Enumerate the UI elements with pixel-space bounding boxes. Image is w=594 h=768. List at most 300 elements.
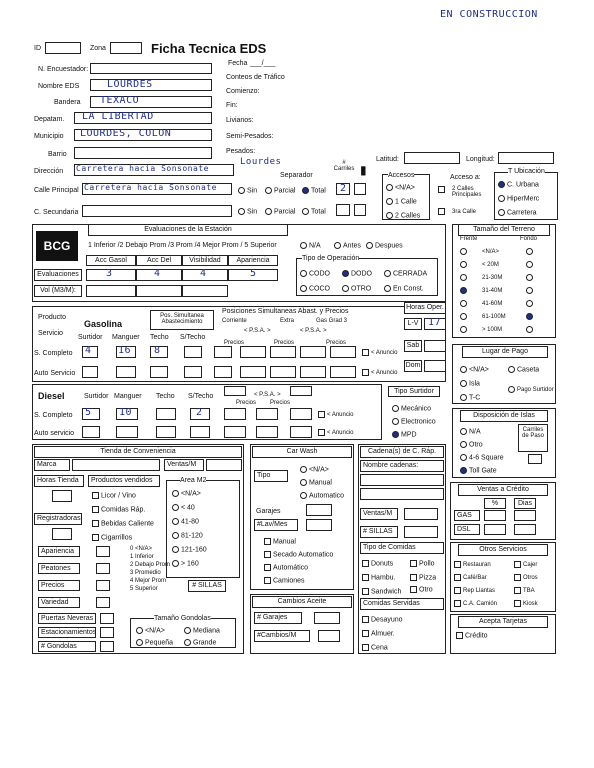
sep-sin-1[interactable]: Sin: [238, 187, 257, 194]
disposicion-0[interactable]: N/A: [460, 428, 481, 435]
fondo-radio-5[interactable]: [526, 313, 535, 320]
acepta-tarjetas-label: Acepta Tarjetas: [458, 616, 548, 628]
evaluaciones-title: Evaluaciones de la Estación: [88, 224, 288, 236]
dsl-pct-field[interactable]: [484, 524, 506, 535]
gas-sc-anuncio[interactable]: < Anuncio: [362, 349, 398, 356]
carwash-opt-1[interactable]: Manual: [300, 479, 332, 486]
diesel-techo-label: Techo: [156, 393, 175, 400]
comidas-servidas-label: Comidas Servidas: [360, 598, 444, 610]
ubicacion-opt-2[interactable]: Carretera: [498, 209, 537, 216]
eval-value-1: 4: [154, 268, 161, 279]
carriles-label: # Carriles: [333, 160, 355, 172]
gas-stecho-label: S/Techo: [180, 334, 206, 341]
diesel-autoserv-label: Auto servicio: [34, 430, 75, 437]
gas-sc-field-3[interactable]: [184, 346, 202, 358]
carwash-chk-0[interactable]: Manual: [264, 538, 296, 545]
comidas-opt-0[interactable]: Donuts: [362, 560, 393, 567]
traffic-light-icon: ▮: [360, 163, 367, 177]
gas-as-field-2[interactable]: [150, 366, 168, 378]
gas-sc-value-2: 8: [154, 345, 161, 356]
scale-0: 0 <N/A>: [130, 546, 153, 552]
servicio-opt-2[interactable]: Café/Bar: [454, 574, 487, 581]
eval-na[interactable]: N/A: [300, 242, 321, 249]
diesel-top-field-1[interactable]: [224, 386, 246, 396]
tipo-op-5[interactable]: En Const.: [384, 285, 424, 292]
registradoras-label: Registradoras: [34, 513, 82, 525]
sillas2-label: # SILLAS: [360, 526, 398, 538]
nombre-cadenas-label: Nombre cadenas:: [360, 460, 444, 472]
gas-techo-label: Techo: [150, 334, 169, 341]
apariencia-label: Apariencia: [38, 546, 80, 557]
diesel-psa: < P.S.A. >: [254, 392, 281, 398]
secundaria-field[interactable]: [82, 205, 232, 217]
diesel-as-field-5[interactable]: [256, 426, 278, 438]
eval-value-0: 3: [106, 268, 113, 279]
barrio-label: Barrio: [48, 151, 67, 158]
carriles-paso-field[interactable]: [528, 454, 542, 464]
diesel-as-field-6[interactable]: [290, 426, 312, 438]
comienzo-label: Comienzo:: [226, 88, 260, 95]
dom-label: Dom: [404, 360, 422, 372]
servicio-opt-3[interactable]: Otros: [514, 574, 538, 581]
tipo-op-label: Tipo de Operación: [302, 255, 360, 262]
municipio-value: LOURDES, COLON: [80, 128, 172, 139]
gas-as-field-0[interactable]: [82, 366, 98, 378]
producto-opt-0[interactable]: Licor / Vino: [92, 492, 136, 499]
dsl-credit-label: DSL: [454, 524, 480, 535]
marca-label: Marca: [34, 459, 70, 471]
puertas-label: Puertas Neveras: [38, 613, 96, 624]
terreno-label: Tamaño del Terreno: [458, 224, 550, 236]
precios-tienda-field[interactable]: [96, 580, 110, 591]
frente-radio-1[interactable]: [460, 261, 469, 268]
ventas-m2-label: Ventas/M: [360, 508, 398, 520]
fondo-radio-2[interactable]: [526, 274, 535, 281]
semipesados-label: Semi-Pesados:: [226, 133, 274, 140]
eval-header-2: Visibilidad: [182, 255, 228, 266]
gondola-opt-1[interactable]: Mediana: [184, 627, 220, 634]
peatones-label: Peatones: [38, 563, 80, 574]
bandera-label: Bandera: [54, 99, 81, 106]
diesel-as-anuncio[interactable]: < Anuncio: [318, 429, 354, 436]
carwash-chk-1[interactable]: Secado Automatico: [264, 551, 333, 558]
precios-label-2: Precios: [274, 340, 295, 346]
diesel-sc-value-0: 5: [85, 407, 92, 418]
puertas-field[interactable]: [100, 613, 114, 624]
frente-radio-5[interactable]: [460, 313, 469, 320]
sep-parcial-2[interactable]: Parcial: [265, 208, 295, 215]
pos-abast-label: Posiciones Simultaneas Abast. y Precios: [222, 308, 349, 315]
gas-sc-field-5[interactable]: [240, 346, 266, 358]
comidas-opt-2[interactable]: Hambu.: [362, 574, 396, 581]
tipo-op-4[interactable]: OTRO: [342, 285, 371, 292]
tipo-surtidor-2[interactable]: MPD: [392, 431, 417, 438]
gasgrad3-label: Gas Grad 3: [316, 318, 348, 324]
carriles-paso-label: Carriles de Paso: [518, 424, 548, 452]
horas-tienda-label: Horas Tienda: [34, 475, 84, 487]
gondolas-label: # Gondolas: [38, 641, 96, 652]
diesel-precios-1: Precios: [236, 400, 257, 406]
lugar-pago-4[interactable]: T-C: [460, 394, 480, 401]
eval-despues[interactable]: Despues: [366, 242, 403, 249]
acceso-a-opt-0-label: 2 Calles Principales: [452, 186, 482, 198]
diesel-as-field-3[interactable]: [190, 426, 210, 438]
accesos-opt-2[interactable]: 2 Calles: [386, 212, 420, 219]
fondo-radio-3[interactable]: [526, 287, 535, 294]
frente-radio-3[interactable]: [460, 287, 469, 294]
separador-label: Separador: [280, 172, 313, 179]
frente-radio-4[interactable]: [460, 300, 469, 307]
area-opt-5[interactable]: > 160: [172, 560, 199, 567]
variedad-field[interactable]: [96, 597, 110, 608]
carwash-opt-2[interactable]: Automatico: [300, 492, 344, 499]
nombre-label: Nombre EDS: [38, 83, 80, 90]
diesel-top-field-2[interactable]: [290, 386, 312, 396]
ventas-m2-field[interactable]: [404, 508, 438, 520]
fondo-label: Fondo: [520, 236, 538, 242]
producto-label: Producto: [38, 314, 67, 321]
dsl-dias-field[interactable]: [514, 524, 536, 535]
productos-label: Productos vendidos: [88, 475, 160, 487]
carriles-value: 2: [340, 183, 347, 194]
terreno-opt-label-0: <N/A>: [482, 249, 500, 255]
ventas-credito-label: Ventas a Crédito: [458, 484, 548, 496]
servicio-opt-7[interactable]: Kiosk: [514, 600, 538, 607]
terreno-opt-label-3: 31-40M: [482, 288, 503, 294]
acceso-a-label: Acceso a:: [450, 174, 481, 181]
frente-label: Frente: [460, 236, 478, 242]
depto-value: LA LIBERTAD: [82, 111, 154, 122]
estacionamientos-field[interactable]: [100, 627, 114, 638]
gas-as-anuncio[interactable]: < Anuncio: [362, 369, 398, 376]
gas-sc-field-8[interactable]: [330, 346, 356, 358]
servicio-opt-0[interactable]: Restauran: [454, 561, 491, 568]
construction-note: EN CONSTRUCCION: [440, 9, 538, 20]
encuestador-label: N. Encuestador:: [38, 66, 89, 73]
latitud-label: Latitud:: [376, 156, 399, 163]
gas-pct-field[interactable]: [484, 510, 506, 521]
id-field[interactable]: [45, 42, 81, 54]
acceso-a-opt-0[interactable]: [438, 186, 447, 193]
fin-label: Fin:: [226, 102, 238, 109]
ubicacion-opt-1[interactable]: HiperMerc: [498, 195, 539, 202]
gas-autoserv-label: Auto Servicio: [34, 370, 76, 377]
fondo-radio-4[interactable]: [526, 300, 535, 307]
diesel-precios-2: Precios: [270, 400, 291, 406]
gas-sc-value-0: 4: [85, 345, 92, 356]
comidas-opt-3[interactable]: Pizza: [410, 574, 436, 581]
scale-1: 1 Inferior: [130, 554, 154, 560]
lugar-pago-1[interactable]: Caseta: [508, 366, 539, 373]
tienda-label: Tienda de Conveniencia: [34, 446, 242, 458]
tipo-op-3[interactable]: COCO: [300, 285, 330, 292]
area-opt-3[interactable]: 81-120: [172, 532, 203, 539]
servicio-label: Servicio: [38, 330, 63, 337]
diesel-sc-value-3: 2: [196, 407, 203, 418]
lv-label: L-V: [404, 318, 422, 330]
diesel-sc-value-1: 10: [119, 407, 133, 418]
id-label: ID: [34, 45, 41, 52]
accesos-opt-1[interactable]: 1 Calle: [386, 198, 417, 205]
diesel-sc-field-2[interactable]: [156, 408, 176, 420]
pct-label: %: [484, 498, 506, 509]
gondolas-field[interactable]: [100, 641, 114, 652]
gas-as-field-3[interactable]: [184, 366, 202, 378]
gasolina-label: Gasolina: [84, 319, 123, 329]
disposicion-1[interactable]: Otro: [460, 441, 483, 448]
page-title: Ficha Tecnica EDS: [151, 41, 267, 56]
garajes2-label: # Garajes: [254, 612, 302, 624]
vol-label: Vol (M3/M):: [34, 285, 82, 297]
cadena-field-1[interactable]: [360, 474, 444, 486]
pos-sim-label: Pos. Simultanea Abastecimiento: [150, 310, 214, 330]
comidas-opt-5[interactable]: Otro: [410, 586, 433, 593]
direccion-value: Carretera hacia Sonsonate: [76, 164, 209, 173]
eval-value-2: 4: [200, 268, 207, 279]
diesel-as-field-1[interactable]: [116, 426, 138, 438]
diesel-as-field-2[interactable]: [156, 426, 176, 438]
eval-antes[interactable]: Antes: [334, 242, 361, 249]
cadena-field-2[interactable]: [360, 488, 444, 500]
precios-tienda-label: Precios: [38, 580, 80, 591]
diesel-scompleto-label: S. Completo: [34, 412, 73, 419]
direccion-extra: Lourdes: [240, 157, 282, 167]
calle-value: Carretera hacia Sonsonate: [84, 183, 217, 192]
carwash-opt-0[interactable]: <N/A>: [300, 466, 329, 473]
servidas-opt-2[interactable]: Cena: [362, 644, 388, 651]
carriles-extra-1[interactable]: [354, 183, 366, 195]
area-opt-1[interactable]: < 40: [172, 504, 195, 511]
tipo-comidas-label: Tipo de Comidas: [360, 542, 444, 554]
servicio-opt-4[interactable]: Rep Llantas: [454, 587, 495, 594]
horas-label: Horas Oper.: [404, 302, 446, 314]
diesel-sc-field-4[interactable]: [224, 408, 246, 420]
tipo-label: Tipo: [254, 470, 288, 482]
gas-scompleto-label: S. Completo: [34, 350, 73, 357]
scale-4: 4 Mejor Prom: [130, 578, 167, 584]
carriles-extra-2[interactable]: [354, 204, 366, 216]
lugar-pago-2[interactable]: Isla: [460, 380, 480, 387]
calle-label: Calle Principal: [34, 187, 79, 194]
gas-sc-field-4[interactable]: [214, 346, 232, 358]
eval-header-1: Acc Del: [136, 255, 182, 266]
diesel-surtidor-label: Surtidor: [84, 393, 109, 400]
sillas2-field[interactable]: [404, 526, 438, 538]
fecha-field[interactable]: ___/___: [250, 60, 276, 67]
gas-as-field-5[interactable]: [240, 366, 266, 378]
tipo-surtidor-1[interactable]: Electronico: [392, 418, 436, 425]
disposicion-label: Disposición de Islas: [460, 410, 548, 422]
servidas-opt-0[interactable]: Desayuno: [362, 616, 403, 623]
diesel-manguer-label: Manguer: [114, 393, 142, 400]
tamano-gondolas-label: Tamaño Gondolas: [154, 615, 211, 622]
fondo-radio-0[interactable]: [526, 248, 535, 255]
terreno-opt-label-1: < 20M: [482, 262, 499, 268]
servicio-opt-1[interactable]: Cajer: [514, 561, 537, 568]
sab-label: Sab: [404, 340, 422, 352]
vol-field-1[interactable]: [136, 285, 182, 297]
gas-credit-label: GAS: [454, 510, 480, 521]
secundaria-label: C. Secundaria: [34, 209, 79, 216]
longitud-field[interactable]: [498, 152, 554, 164]
livianos-label: Livianos:: [226, 117, 254, 124]
estacionamientos-label: Estacionamientos: [38, 627, 96, 638]
otros-servicios-label: Otros Servicios: [458, 544, 548, 556]
terreno-opt-label-6: > 100M: [482, 327, 503, 333]
gondola-opt-3[interactable]: Grande: [184, 639, 216, 646]
diesel-as-field-0[interactable]: [82, 426, 100, 438]
gas-as-field-7[interactable]: [300, 366, 326, 378]
lugar-pago-label: Lugar de Pago: [462, 346, 548, 358]
frente-radio-0[interactable]: [460, 248, 469, 255]
gondola-opt-2[interactable]: Pequeña: [136, 639, 173, 646]
area-opt-2[interactable]: 41-80: [172, 518, 199, 525]
latitud-field[interactable]: [404, 152, 460, 164]
horas-tienda-field[interactable]: [52, 490, 72, 502]
area-opt-0[interactable]: <N/A>: [172, 490, 201, 497]
apariencia-field[interactable]: [96, 546, 110, 557]
servicio-opt-5[interactable]: TBA: [514, 587, 535, 594]
producto-opt-1[interactable]: Comidas Ráp.: [92, 506, 145, 513]
acceso-a-opt-1-label: 3ra Calle: [452, 209, 477, 215]
garajes-label: Garajes: [256, 508, 281, 515]
eval-row-label: Evaluaciones: [34, 269, 82, 281]
sillas-label: # SILLAS: [188, 580, 226, 592]
longitud-label: Longitud:: [466, 156, 495, 163]
diesel-sc-field-5[interactable]: [256, 408, 278, 420]
zona-field[interactable]: [110, 42, 142, 54]
disposicion-3[interactable]: Toll Gate: [460, 467, 497, 474]
credito-check[interactable]: Crédito: [456, 632, 488, 639]
gas-as-field-8[interactable]: [330, 366, 356, 378]
sep-total-1[interactable]: Total: [302, 187, 326, 194]
eval-scale: 1 Inferior /2 Debajo Prom /3 Prom /4 Mejor Prom / 5 Superior: [88, 242, 277, 249]
terreno-opt-label-2: 21-30M: [482, 275, 503, 281]
vol-field-2[interactable]: [182, 285, 228, 297]
acceso-a-opt-1[interactable]: [438, 208, 447, 215]
psa-label-1: < P.S.A. >: [244, 328, 271, 334]
bcg-logo: BCG: [36, 231, 78, 261]
sep-parcial-1[interactable]: Parcial: [265, 187, 295, 194]
scale-2: 2 Debajo Prom: [130, 562, 171, 568]
bandera-value: TEXACO: [100, 95, 140, 106]
servicio-opt-6[interactable]: C.A. Camión: [454, 600, 497, 607]
direccion-label: Dirección: [34, 168, 64, 175]
fondo-radio-1[interactable]: [526, 261, 535, 268]
disposicion-2[interactable]: 4-6 Square: [460, 454, 504, 461]
garajes2-field[interactable]: [314, 612, 340, 624]
carwash-chk-2[interactable]: Automático: [264, 564, 308, 571]
psa-label-2: < P.S.A. >: [300, 328, 327, 334]
conteos-label: Conteos de Tráfico: [226, 74, 285, 81]
eval-value-3: 5: [250, 268, 257, 279]
frente-radio-2[interactable]: [460, 274, 469, 281]
carwash-chk-3[interactable]: Camiones: [264, 577, 305, 584]
gas-sc-field-7[interactable]: [300, 346, 326, 358]
lav-mes-label: #Lav/Mes: [254, 519, 298, 531]
dom-field[interactable]: [424, 360, 446, 372]
variedad-label: Variedad: [38, 597, 80, 608]
scale-5: 5 Superior: [130, 586, 158, 592]
pesados-label: Pesados:: [226, 148, 256, 155]
area-opt-4[interactable]: 121-160: [172, 546, 207, 553]
marca-field[interactable]: [72, 459, 160, 471]
garajes-field[interactable]: [306, 504, 332, 516]
gas-as-field-4[interactable]: [214, 366, 232, 378]
gas-manguer-label: Manguer: [112, 334, 140, 341]
tipo-op-1[interactable]: DODO: [342, 270, 372, 277]
extra-label: Extra: [280, 318, 295, 324]
barrio-field[interactable]: [74, 147, 212, 159]
peatones-field[interactable]: [96, 563, 110, 574]
diesel-stecho-label: S/Techo: [188, 393, 214, 400]
gondola-opt-0[interactable]: <N/A>: [136, 627, 165, 634]
eval-header-3: Apariencia: [228, 255, 278, 266]
ubicacion-opt-0[interactable]: C. Urbana: [498, 181, 539, 188]
gas-dias-field[interactable]: [514, 510, 536, 521]
producto-opt-3[interactable]: Cigarrillos: [92, 534, 132, 541]
comidas-opt-4[interactable]: Sandwich: [362, 588, 401, 595]
terreno-opt-label-5: 61-100M: [482, 314, 506, 320]
zona-label: Zona: [90, 45, 106, 52]
ventas-m-field[interactable]: [206, 459, 242, 471]
vol-field-0[interactable]: [86, 285, 136, 297]
diesel-as-field-4[interactable]: [224, 426, 246, 438]
diesel-sc-field-6[interactable]: [290, 408, 312, 420]
gas-as-field-6[interactable]: [270, 366, 296, 378]
comidas-opt-1[interactable]: Pollo: [410, 560, 435, 567]
tipo-surtidor-0[interactable]: Mecánico: [392, 405, 431, 412]
lugar-pago-0[interactable]: <N/A>: [460, 366, 489, 373]
terreno-opt-label-4: 41-60M: [482, 301, 503, 307]
lugar-pago-3[interactable]: Pago Surtidor: [508, 386, 554, 393]
frente-radio-6[interactable]: [460, 326, 469, 333]
diesel-sc-anuncio[interactable]: < Anuncio: [318, 411, 354, 418]
cambios-mes-field[interactable]: [318, 630, 340, 642]
carwash-label: Car Wash: [252, 446, 352, 458]
sab-field[interactable]: [424, 340, 446, 352]
producto-opt-2[interactable]: Bebidas Caliente: [92, 520, 154, 527]
precios-label-1: Precios: [224, 340, 245, 346]
fecha-label: Fecha: [228, 60, 248, 67]
servidas-opt-1[interactable]: Almuer.: [362, 630, 395, 637]
tipo-op-2[interactable]: CERRADA: [384, 270, 427, 277]
registradoras-field[interactable]: [52, 528, 72, 540]
tipo-surtidor-label: Tipo Surtidor: [388, 386, 440, 397]
diesel-label: Diesel: [38, 391, 65, 401]
lav-mes-field[interactable]: [306, 519, 332, 531]
sep-total-2[interactable]: Total: [302, 208, 326, 215]
cambios-mes-label: #Cambios/M: [254, 630, 310, 642]
accesos-label: Accesos: [388, 172, 415, 179]
cambios-aceite-label: Cambios Aceite: [252, 596, 352, 608]
lv-value: 17: [428, 317, 442, 328]
sep-sin-2[interactable]: Sin: [238, 208, 257, 215]
ubicacion-label: T Ubicación: [508, 168, 545, 175]
encuestador-field[interactable]: [90, 63, 212, 74]
tipo-op-0[interactable]: CODO: [300, 270, 330, 277]
area-label: Area M2: [180, 477, 207, 484]
eval-header-0: Acc Gasol: [86, 255, 136, 266]
depto-label: Depatam.: [34, 116, 65, 123]
fondo-radio-6[interactable]: [526, 326, 535, 333]
gas-sc-field-6[interactable]: [270, 346, 296, 358]
gas-as-field-1[interactable]: [116, 366, 136, 378]
gas-sc-value-1: 16: [118, 345, 132, 356]
carriles-field-2[interactable]: [336, 204, 350, 216]
accesos-opt-0[interactable]: <N/A>: [386, 184, 415, 191]
scale-3: 3 Promedio: [130, 570, 161, 576]
